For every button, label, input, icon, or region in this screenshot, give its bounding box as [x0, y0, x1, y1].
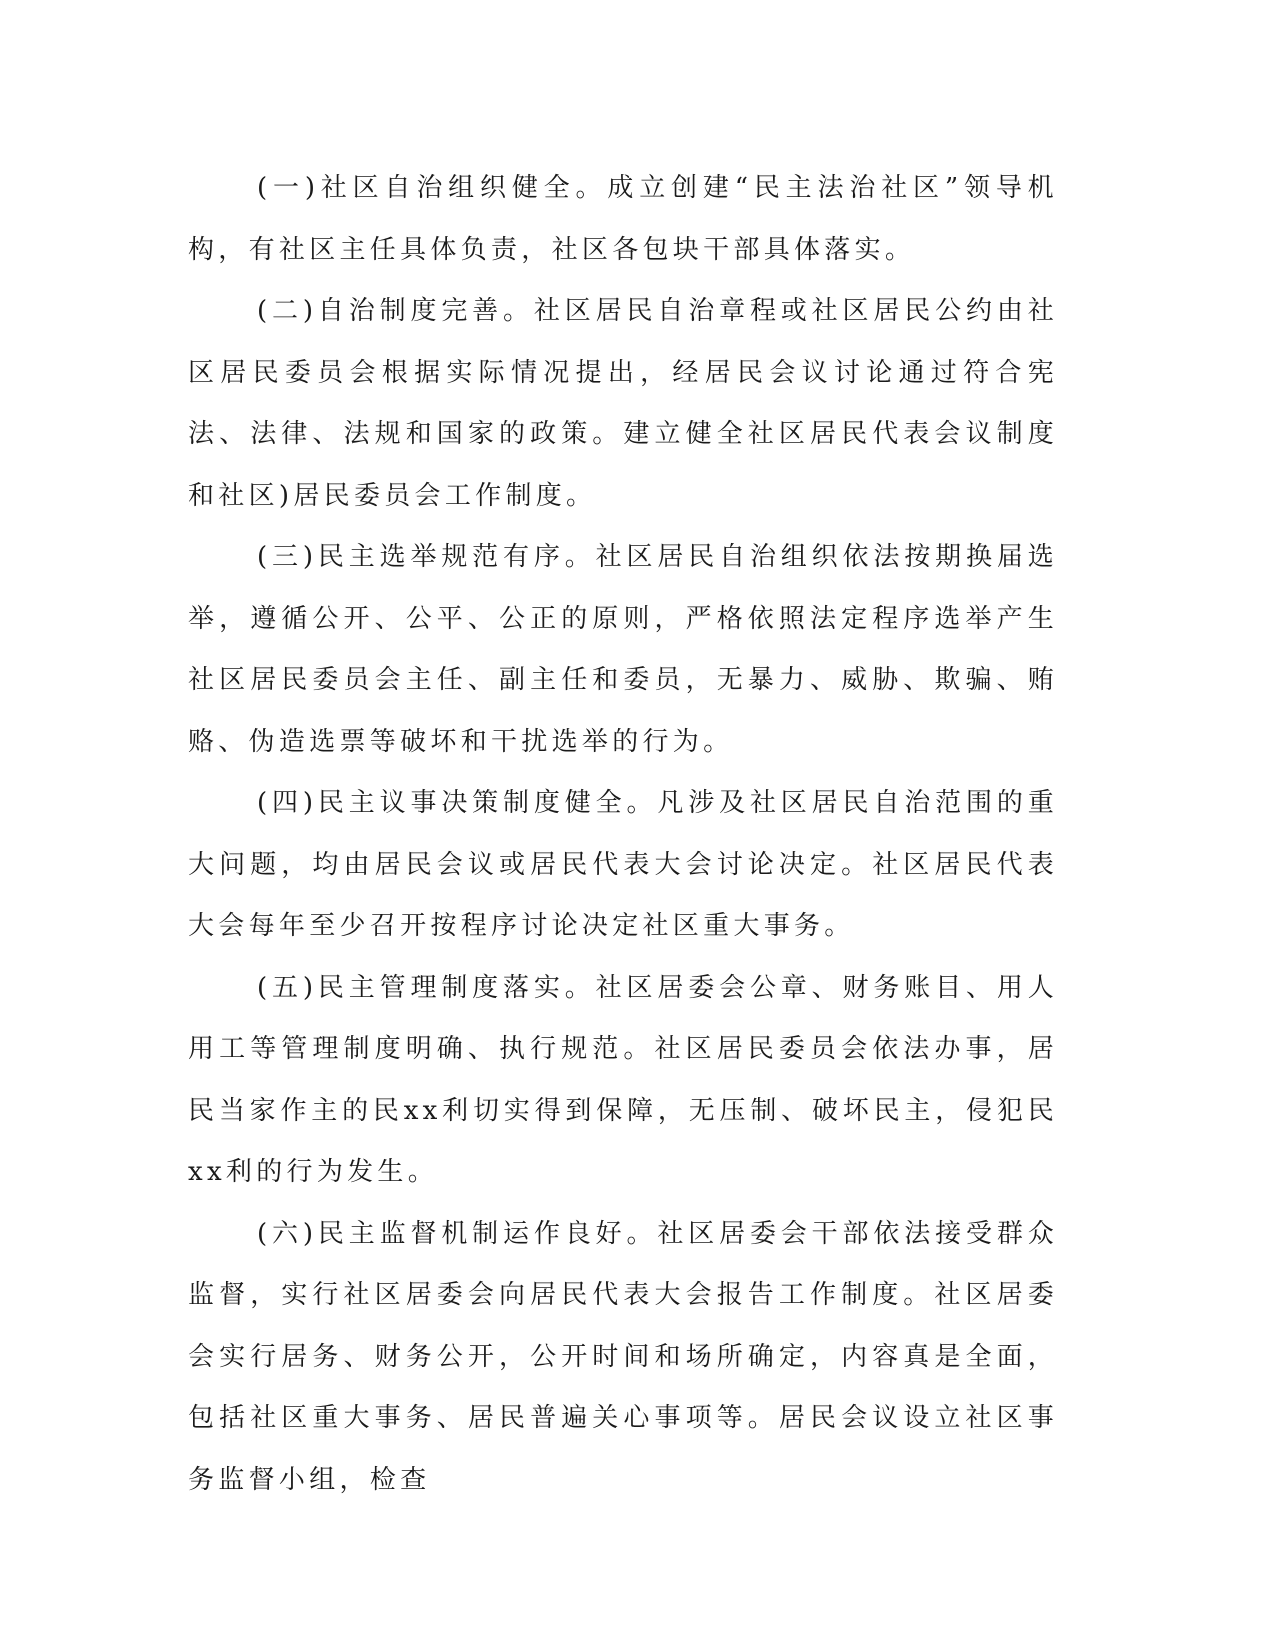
paragraph-1: (一)社区自治组织健全。成立创建“民主法治社区”领导机构，有社区主任具体负责，社区各包块干部具体落实。 — [188, 173, 1058, 265]
paragraph-5: (五)民主管理制度落实。社区居委会公章、财务账目、用人用工等管理制度明确、执行规范。社区居民委员会依法办事，居民当家作主的民xx利切实得到保障，无压制、破坏民主，侵犯民xx利的行为发生。 — [188, 972, 1058, 1187]
paragraph-2: (二)自治制度完善。社区居民自治章程或社区居民公约由社区居民委员会根据实际情况提出，经居民会议讨论通过符合宪法、法律、法规和国家的政策。建立健全社区居民代表会议制度和社区)居民委员会工作制度。 — [188, 296, 1058, 511]
document-body — [188, 158, 1058, 1511]
paragraph-3: (三)民主选举规范有序。社区居民自治组织依法按期换届选举，遵循公开、公平、公正的原则，严格依照法定程序选举产生社区居民委员会主任、副主任和委员，无暴力、威胁、欺骗、贿赂、伪造选票等破坏和干扰选举的行为。 — [188, 542, 1058, 757]
paragraph-4: (四)民主议事决策制度健全。凡涉及社区居民自治范围的重大问题，均由居民会议或居民代表大会讨论决定。社区居民代表大会每年至少召开按程序讨论决定社区重大事务。 — [188, 788, 1058, 941]
paragraph-6: (六)民主监督机制运作良好。社区居委会干部依法接受群众监督，实行社区居委会向居民代表大会报告工作制度。社区居委会实行居务、财务公开，公开时间和场所确定，内容真是全面，包括社区重大事务、居民普遍关心事项等。居民会议设立社区事务监督小组，检查 — [188, 1218, 1058, 1495]
